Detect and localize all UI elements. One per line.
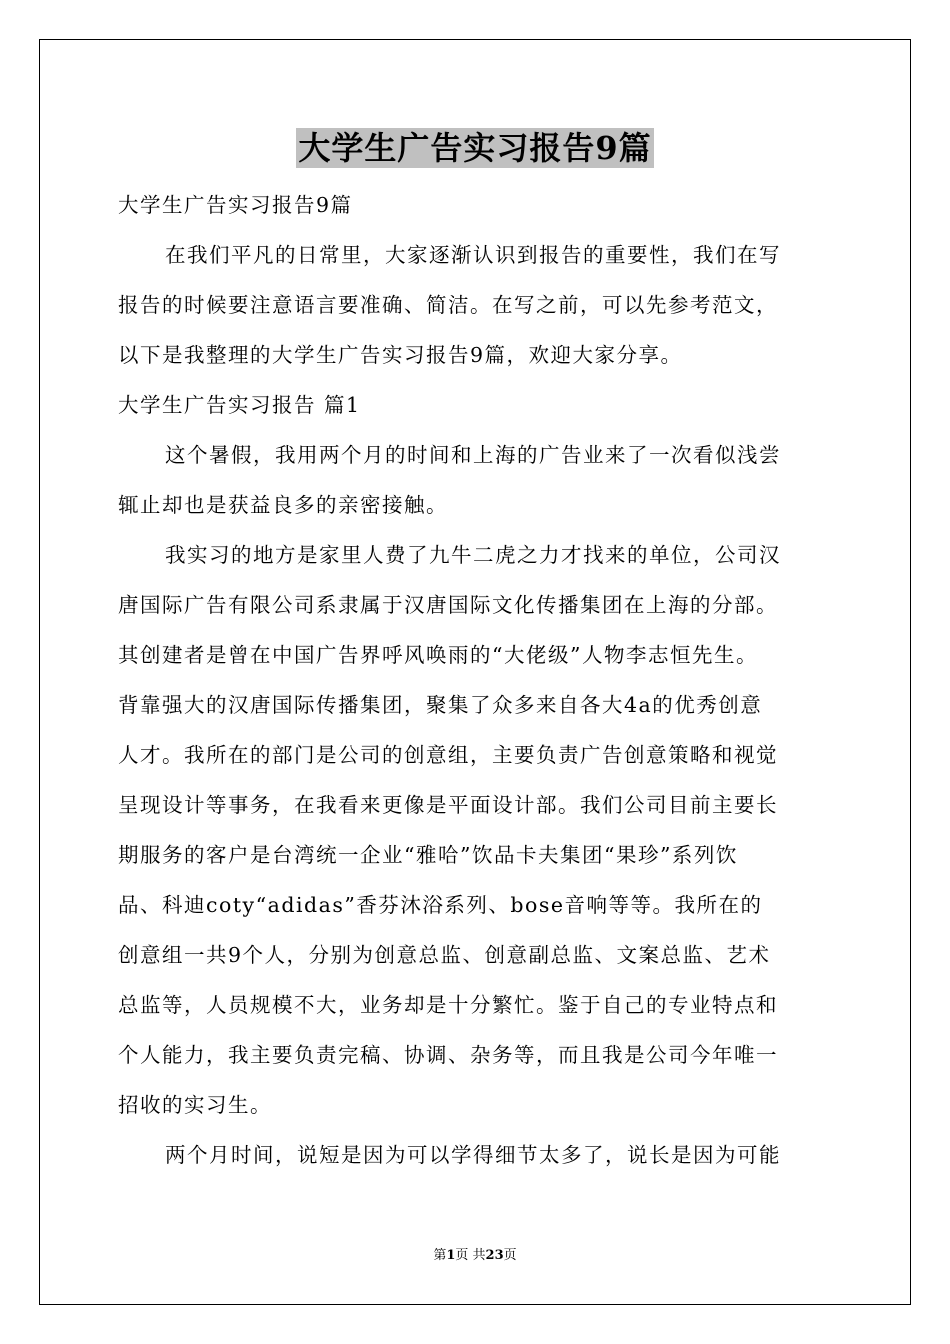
- text-line: 其创建者是曾在中国广告界呼风唤雨的“大佬级”人物李志恒先生。: [118, 643, 758, 667]
- footer-total-pages: 23: [485, 1248, 504, 1263]
- text-line: 在我们平凡的日常里，大家逐渐认识到报告的重要性，我们在写: [165, 243, 781, 267]
- text-line: 大学生广告实习报告9篇: [118, 193, 353, 217]
- text-line: 招收的实习生。: [118, 1093, 272, 1117]
- footer-page-number: 1: [446, 1248, 456, 1263]
- text-line: 背靠强大的汉唐国际传播集团，聚集了众多来自各大4a的优秀创意: [118, 693, 763, 717]
- text-line: 唐国际广告有限公司系隶属于汉唐国际文化传播集团在上海的分部。: [118, 593, 778, 617]
- text-line: 以下是我整理的大学生广告实习报告9篇，欢迎大家分享。: [118, 343, 683, 367]
- document-title: 大学生广告实习报告9篇: [298, 129, 652, 167]
- text-line: 期服务的客户是台湾统一企业“雅哈”饮品卡夫集团“果珍”系列饮: [118, 843, 738, 867]
- text-line: 总监等，人员规模不大，业务却是十分繁忙。鉴于自己的专业特点和: [118, 993, 778, 1017]
- text-line: 品、科迪coty“adidas”香芬沐浴系列、bose音响等等。我所在的: [118, 893, 763, 917]
- footer-mid: 页 共: [455, 1248, 486, 1263]
- text-line: 我实习的地方是家里人费了九牛二虎之力才找来的单位，公司汉: [165, 543, 781, 567]
- footer-prefix: 第: [433, 1248, 447, 1263]
- text-line: 两个月时间，说短是因为可以学得细节太多了，说长是因为可能: [165, 1143, 781, 1167]
- document-body: [118, 180, 834, 1180]
- page-footer: [0, 1244, 950, 1263]
- title-container: [0, 128, 950, 168]
- text-line: 呈现设计等事务，在我看来更像是平面设计部。我们公司目前主要长: [118, 793, 778, 817]
- text-line: 个人能力，我主要负责完稿、协调、杂务等，而且我是公司今年唯一: [118, 1043, 778, 1067]
- text-line: 这个暑假，我用两个月的时间和上海的广告业来了一次看似浅尝: [165, 443, 781, 467]
- text-line: 创意组一共9个人，分别为创意总监、创意副总监、文案总监、艺术: [118, 943, 771, 967]
- text-line: 大学生广告实习报告 篇1: [118, 393, 361, 417]
- text-line: 辄止却也是获益良多的亲密接触。: [118, 493, 448, 517]
- text-line: 报告的时候要注意语言要准确、简洁。在写之前，可以先参考范文，: [118, 293, 778, 317]
- footer-suffix: 页: [503, 1248, 517, 1263]
- text-line: 人才。我所在的部门是公司的创意组，主要负责广告创意策略和视觉: [118, 743, 778, 767]
